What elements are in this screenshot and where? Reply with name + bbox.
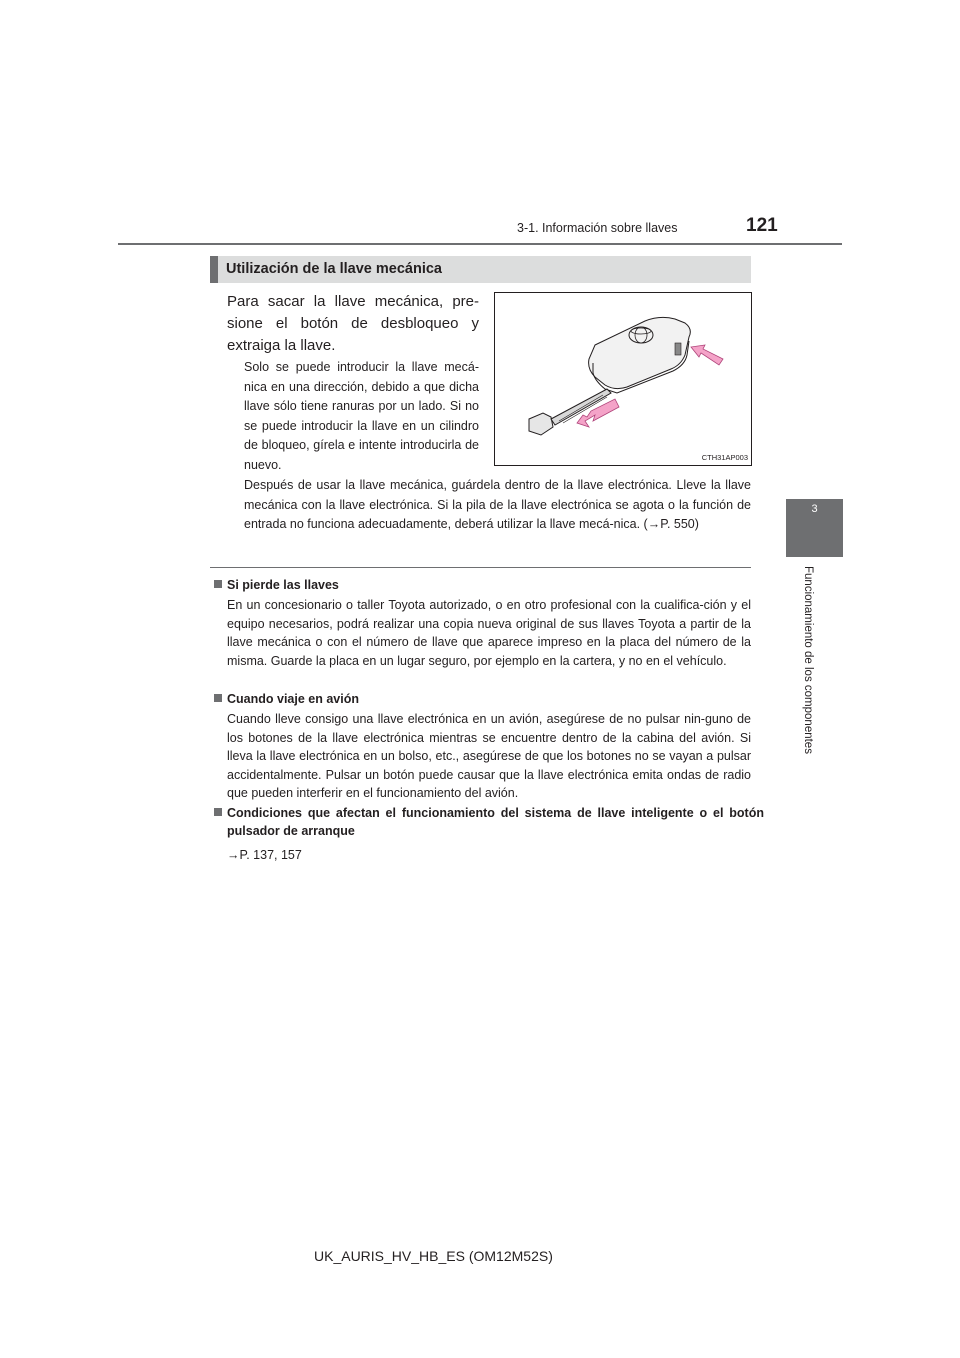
key-illustration	[494, 292, 752, 466]
note-paragraph: Solo se puede introducir la llave mecá-nica en una dirección, debido a que dicha llave sólo tiene ranuras por un lado. Si no se puede introducir la llave en un cilindro de bloqueo, gírela e intente introducirla de nuevo.	[244, 360, 479, 472]
info-item-body: En un concesionario o taller Toyota autorizado, o en otro profesional con la cualifica-ción y el equipo necesarios, podrá realizar una copia nueva original de sus llaves Toyota a partir de la llave mecánica o con el número de llave que aparece impreso en la placa del número de la misma. Guarde la placa en un lugar seguro, por ejemplo en la cartera, y no en el vehículo.	[227, 598, 751, 668]
after-use-paragraph: Después de usar la llave mecánica, guárdela dentro de la llave electrónica. Lleve la llave mecánica con la llave electrónica. Si la pila de la llave electrónica se agota o la función de entrada no funciona adecuadamente, deberá utilizar la llave mecá-nica. (→P. 550)	[244, 478, 751, 531]
page-number: 121	[746, 215, 778, 236]
info-item-body: Cuando lleve consigo una llave electrónica en un avión, asegúrese de no pulsar nin-guno de los botones de la llave electrónica mientras se encuentre dentro de la cabina del avión. Si lleva la llave electrónica en un bolso, etc., asegúrese de que los botones no se vayan a pulsar accidentalmente. Pulsar un botón puede causar que la llave electrónica emita ondas de radio que pueden interferir en el funcionamiento del avión.	[227, 712, 751, 800]
header-rule	[118, 243, 842, 245]
info-item-title: Si pierde las llaves	[214, 576, 754, 594]
footer-doc-code: UK_AURIS_HV_HB_ES (OM12M52S)	[314, 1248, 553, 1264]
square-bullet-icon	[214, 580, 222, 588]
info-item-body: →P. 137, 157	[227, 848, 302, 862]
separator-line	[210, 567, 751, 568]
section-heading-marker	[210, 256, 218, 283]
square-bullet-icon	[214, 694, 222, 702]
figure-code: CTH31AP003	[701, 453, 748, 462]
electronic-key-fob	[589, 317, 691, 393]
running-header-section: 3-1. Información sobre llaves	[517, 221, 678, 235]
square-bullet-icon	[214, 808, 222, 816]
info-item-title: Cuando viaje en avión	[214, 690, 754, 708]
intro-paragraph: Para sacar la llave mecánica, pre-sione el botón de desbloqueo y extraiga la llave.	[227, 293, 479, 354]
press-arrow	[691, 345, 723, 365]
section-title: Utilización de la llave mecánica	[226, 261, 442, 277]
chapter-number: 3	[811, 503, 818, 515]
info-item-title: Condiciones que afectan el funcionamiento del sistema de llave inteligente o el botón pulsador de arranque	[214, 804, 764, 840]
key-drawing	[495, 293, 751, 465]
chapter-label: Funcionamiento de los componentes	[802, 566, 814, 754]
